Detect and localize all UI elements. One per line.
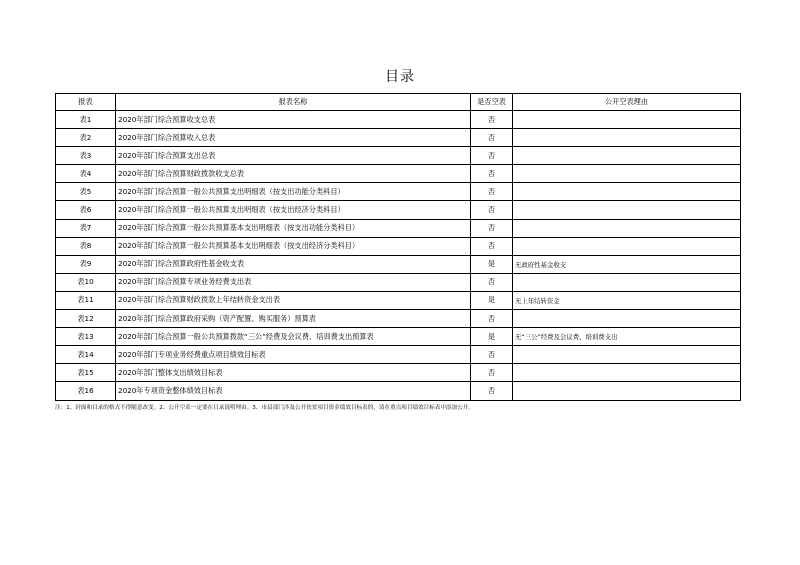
report-name-cell: 2020年部门整体支出绩效目标表 (116, 364, 471, 382)
header-report-no: 报表 (56, 94, 116, 111)
is-empty-cell: 是 (471, 255, 513, 273)
report-number-cell: 表3 (56, 147, 116, 165)
table-row (56, 111, 741, 129)
report-name-cell: 2020年部门综合预算一般公共预算基本支出明细表（按支出功能分类科目） (116, 219, 471, 237)
report-name-cell: 2020年部门综合预算政府采购（资产配置、购买服务）预算表 (116, 310, 471, 328)
report-number-cell: 表6 (56, 201, 116, 219)
is-empty-cell: 否 (471, 346, 513, 364)
report-number-cell: 表4 (56, 165, 116, 183)
empty-reason-cell (513, 201, 741, 219)
is-empty-cell: 否 (471, 219, 513, 237)
is-empty-cell: 否 (471, 165, 513, 183)
empty-reason-cell (513, 165, 741, 183)
is-empty-cell: 否 (471, 273, 513, 291)
is-empty-cell: 否 (471, 310, 513, 328)
table-row (56, 291, 741, 309)
report-number-cell: 表2 (56, 129, 116, 147)
is-empty-cell: 否 (471, 111, 513, 129)
report-name-cell: 2020年部门综合预算政府性基金收支表 (116, 255, 471, 273)
report-number-cell: 表8 (56, 237, 116, 255)
report-number-cell: 表12 (56, 310, 116, 328)
empty-reason-cell (513, 273, 741, 291)
report-name-cell: 2020年部门综合预算一般公共预算支出明细表（按支出功能分类科目） (116, 183, 471, 201)
table-row (56, 147, 741, 165)
empty-reason-cell (513, 219, 741, 237)
table-row (56, 237, 741, 255)
empty-reason-cell: 无政府性基金收支 (513, 255, 741, 273)
table-row (56, 201, 741, 219)
empty-reason-cell (513, 147, 741, 165)
report-name-cell: 2020年部门综合预算财政拨款上年结转资金支出表 (116, 291, 471, 309)
table-row (56, 255, 741, 273)
report-number-cell: 表13 (56, 328, 116, 346)
report-number-cell: 表1 (56, 111, 116, 129)
is-empty-cell: 否 (471, 201, 513, 219)
empty-reason-cell (513, 183, 741, 201)
report-number-cell: 表5 (56, 183, 116, 201)
table-row (56, 328, 741, 346)
table-row (56, 165, 741, 183)
table-row (56, 183, 741, 201)
is-empty-cell: 是 (471, 291, 513, 309)
report-name-cell: 2020年部门综合预算一般公共预算拨款“三公”经费及会议费、培训费支出预算表 (116, 328, 471, 346)
header-is-empty: 是否空表 (471, 94, 513, 111)
empty-reason-cell (513, 237, 741, 255)
report-number-cell: 表14 (56, 346, 116, 364)
report-number-cell: 表16 (56, 382, 116, 400)
report-name-cell: 2020年部门综合预算财政拨款收支总表 (116, 165, 471, 183)
table-row (56, 129, 741, 147)
empty-reason-cell (513, 111, 741, 129)
catalog-table (55, 93, 741, 401)
is-empty-cell: 否 (471, 147, 513, 165)
empty-reason-cell: 无上年结转资金 (513, 291, 741, 309)
table-row (56, 382, 741, 400)
header-empty-reason: 公开空表理由 (513, 94, 741, 111)
report-number-cell: 表10 (56, 273, 116, 291)
report-name-cell: 2020年部门综合预算专项业务经费支出表 (116, 273, 471, 291)
is-empty-cell: 否 (471, 129, 513, 147)
report-name-cell: 2020年部门综合预算一般公共预算基本支出明细表（按支出经济分类科目） (116, 237, 471, 255)
is-empty-cell: 否 (471, 237, 513, 255)
table-row (56, 219, 741, 237)
report-name-cell: 2020年专项资金整体绩效目标表 (116, 382, 471, 400)
table-header-row (56, 94, 741, 111)
header-report-name: 报表名称 (116, 94, 471, 111)
report-number-cell: 表9 (56, 255, 116, 273)
empty-reason-cell (513, 382, 741, 400)
footnote: 注：1、封面和目录的格式不得随意改变。2、公开空表一定要在目录说明理由。3、市县部门涉及公开扶贫项目资金绩效目标表的，请在重点项目绩效目标表中添加公开。 (55, 405, 475, 411)
empty-reason-cell: 无“三公”经费及会议费、培训费支出 (513, 328, 741, 346)
table-row (56, 310, 741, 328)
report-number-cell: 表7 (56, 219, 116, 237)
empty-reason-cell (513, 364, 741, 382)
report-name-cell: 2020年部门综合预算收支总表 (116, 111, 471, 129)
report-name-cell: 2020年部门综合预算收入总表 (116, 129, 471, 147)
table-row (56, 346, 741, 364)
report-name-cell: 2020年部门综合预算一般公共预算支出明细表（按支出经济分类科目） (116, 201, 471, 219)
report-number-cell: 表11 (56, 291, 116, 309)
report-name-cell: 2020年部门综合预算支出总表 (116, 147, 471, 165)
report-number-cell: 表15 (56, 364, 116, 382)
is-empty-cell: 否 (471, 382, 513, 400)
is-empty-cell: 否 (471, 183, 513, 201)
table-row (56, 273, 741, 291)
page-title: 目录 (385, 69, 415, 85)
is-empty-cell: 否 (471, 364, 513, 382)
empty-reason-cell (513, 346, 741, 364)
report-name-cell: 2020年部门专项业务经费重点项目绩效目标表 (116, 346, 471, 364)
empty-reason-cell (513, 129, 741, 147)
empty-reason-cell (513, 310, 741, 328)
is-empty-cell: 是 (471, 328, 513, 346)
table-row (56, 364, 741, 382)
